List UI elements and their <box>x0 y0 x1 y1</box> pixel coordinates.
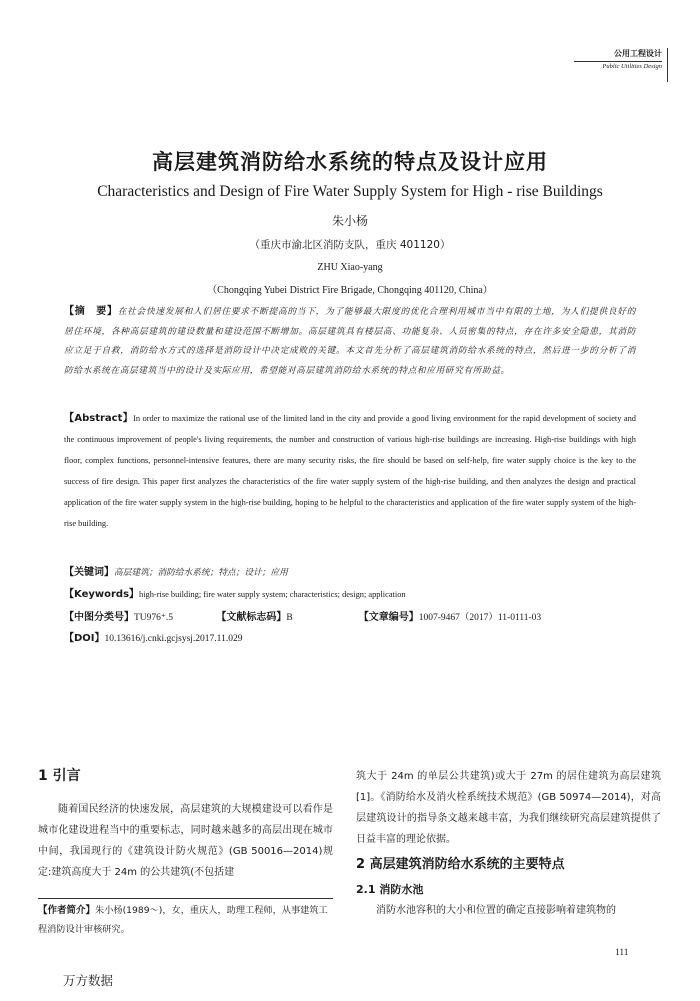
running-header-cn: 公用工程设计 <box>574 48 662 62</box>
affiliation-en: （Chongqing Yubei District Fire Brigade, Chongqing 401120, China） <box>207 285 493 296</box>
article-no-label: 【文章编号】 <box>358 612 419 623</box>
doi-label: 【DOI】 <box>64 633 105 644</box>
affiliation-cn: （重庆市渝北区消防支队，重庆 401120） <box>249 239 451 251</box>
doc-code-value: B <box>286 613 293 623</box>
right-column <box>356 766 661 921</box>
running-header-en: Public Utilities Design <box>602 63 662 70</box>
watermark: 万方数据 <box>63 973 114 988</box>
author-footnote <box>38 901 333 939</box>
abstract-en <box>64 408 636 534</box>
section-2-heading: 2 高层建筑消防给水系统的主要特点 <box>356 857 565 872</box>
left-column <box>38 766 333 883</box>
classification-row <box>64 608 636 623</box>
intro-paragraph-continued: 筑大于 24m 的单层公共建筑)或大于 27m 的居住建筑为高层建筑 [1]。《消防给水及消火栓系统技术规范》(GB 50974—2014)，对高层建筑设计的指导条文越来越丰富，为我们继续研究高层建筑提供了日益丰富的理论依据。 <box>356 771 661 845</box>
abstract-en-label: 【Abstract】 <box>64 413 134 424</box>
abstract-cn-label: 【摘 要】 <box>64 306 118 317</box>
footnote-divider <box>38 898 333 899</box>
section-1-heading: 1 引言 <box>38 768 81 784</box>
section-2-1-heading: 2.1 消防水池 <box>356 883 424 896</box>
doc-code-label: 【文献标志码】 <box>216 612 287 623</box>
footnote-label: 【作者简介】 <box>38 905 96 916</box>
article-no-value: 1007-9467（2017）11-0111-03 <box>418 613 542 623</box>
keywords-en <box>64 585 636 600</box>
keywords-cn <box>64 563 636 578</box>
clc-label: 【中图分类号】 <box>64 612 134 623</box>
keywords-cn-label: 【关键词】 <box>64 567 114 578</box>
keywords-cn-text: 高层建筑；消防给水系统；特点；设计；应用 <box>114 568 288 578</box>
fire-pool-paragraph: 消防水池容积的大小和位置的确定直接影响着建筑物的 <box>376 905 616 916</box>
title-en: Characteristics and Design of Fire Water Supply System for High - rise Buildings <box>97 183 603 200</box>
abstract-en-text: In order to maximize the rational use of the limited land in the city and provide a good living environment for the rapid development of society and the continuous improvement of people's living requirements, the number and construction of various high-rise buildings are increasing. High-rise buildings with high floor, complex functions, personnel-intensive features, there are many security risks, the fire should be based on self-help, fire water supply choice is the key to the success of fire design. This paper first analyzes the characteristics of the fire water supply system of the high-rise building, and then analyzes the design and practical application of the fire water supply system in the high-rise building, hoping to be helpful to the characteristics and application of the fire water supply system of the high-rise building. <box>64 414 636 528</box>
intro-paragraph: 随着国民经济的快速发展，高层建筑的大规模建设可以看作是城市化建设进程当中的重要标志，同时越来越多的高层出现在城市中间，我国现行的《建筑设计防火规范》(GB 50016—2014)规定:建筑高度大于 24m 的公共建筑(不包括建 <box>38 804 333 878</box>
abstract-cn <box>64 302 636 381</box>
author-en: ZHU Xiao-yang <box>317 262 383 273</box>
keywords-en-text: high-rise building; fire water supply system; characteristics; design; application <box>139 590 406 599</box>
title-cn: 高层建筑消防给水系统的特点及设计应用 <box>152 150 548 174</box>
clc-value: TU976⁺.5 <box>134 613 174 623</box>
header-divider <box>667 48 668 82</box>
author-cn: 朱小杨 <box>331 214 368 228</box>
keywords-en-label: 【Keywords】 <box>64 589 140 600</box>
abstract-cn-text: 在社会快速发展和人们居住要求不断提高的当下，为了能够最大限度的优化合理利用城市当中有限的土地，为人们提供良好的居住环境，各种高层建筑的建设数量和建设范围不断增加。高层建筑具有楼层高、功能复杂、人员密集的特点，存在许多安全隐患，其消防应立足于自救，消防给水方式的选择是消防设计中决定成败的关键。本文首先分析了高层建筑消防给水系统的特点，然后进一步的分析了消防给水系统在高层建筑当中的设计及实际应用，希望能对高层建筑消防给水系统的特点和应用研究有所助益。 <box>64 307 637 376</box>
page-number: 111 <box>615 948 629 958</box>
footnote-text: 朱小杨(1989～)，女，重庆人，助理工程师，从事建筑工程消防设计审核研究。 <box>38 905 328 935</box>
doi-value[interactable]: 10.13616/j.cnki.gcjsysj.2017.11.029 <box>104 634 243 644</box>
running-header <box>574 48 662 70</box>
doi-row <box>64 629 636 644</box>
